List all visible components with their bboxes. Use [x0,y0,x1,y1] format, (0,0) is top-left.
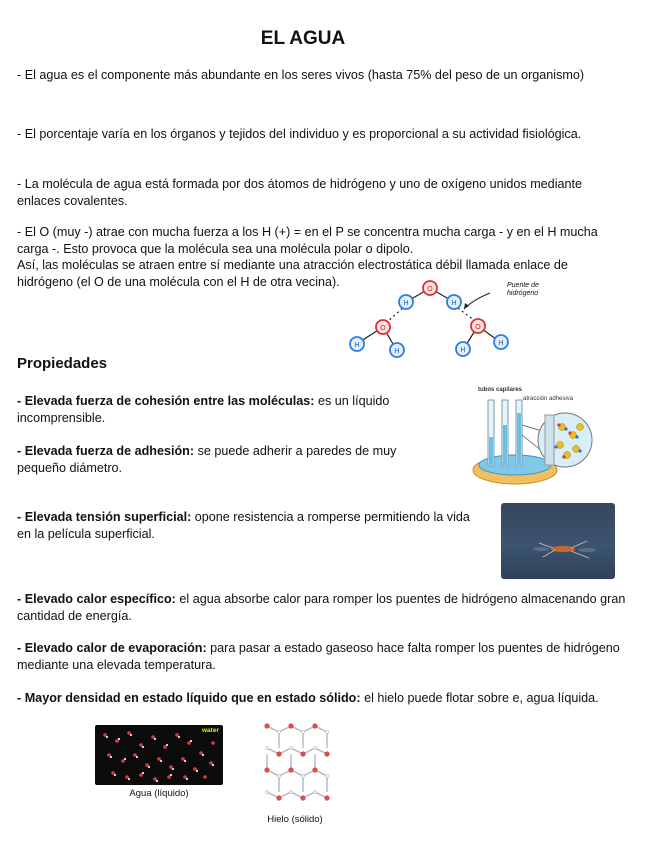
property-title: - Elevada fuerza de cohesión entre las moléculas: [17,394,315,408]
property-text: el agua absorbe calor para romper los puentes de hidrógeno almacenando gran cantidad de energía. [17,592,626,623]
page-title: EL AGUA [260,28,346,49]
property-cohesion [17,393,437,426]
intro-paragraph-2: - El porcentaje varía en los órganos y tejidos del individuo y es proporcional a su actividad fisiológica. [17,127,582,141]
atom-label-h: H [460,347,466,354]
section-title-propiedades: Propiedades [17,355,108,372]
ice-caption: Hielo (sólido) [267,814,323,825]
property-title: - Mayor densidad en estado líquido que en estado sólido: [17,691,361,705]
intro-paragraph-1: - El agua es el componente más abundante en los seres vivos (hasta 75% del peso de un organismo) [17,68,585,82]
capillary-label-tubes: tubos capilares [478,387,523,393]
atom-label-h: H [498,340,504,347]
surface-tension-photo [501,503,615,579]
atom-label-o: O [475,324,481,331]
ice-lattice-illustration [257,718,337,810]
hydrogen-bond-label: Puente de hidrógeno [507,282,539,297]
water-strider-icon [501,503,615,579]
property-title: - Elevada fuerza de adhesión: [17,444,195,458]
water-molecule-icon [399,281,461,309]
property-text: para pasar a estado gaseoso hace falta romper los puentes de hidrógeno mediante una elevada temperatura. [17,641,620,672]
atom-label-o: O [380,325,386,332]
property-text: se puede adherir a paredes de muy pequeño diámetro. [17,444,397,475]
intro-paragraph-4: - El O (muy -) atrae con mucha fuerza a los H (+) = en el P se concentra mucha carga - y en el H mucha carga -. Esto provoca que la molécula sea una molécula polar o dipolo. [17,225,598,256]
property-evaporation [17,640,627,673]
property-density [17,690,627,707]
liquid-water-tag: water [202,727,219,734]
property-tension [17,509,487,542]
property-specific-heat [17,591,627,624]
atom-label-h: H [403,300,409,307]
atom-label-o: O [427,286,433,293]
intro-paragraph-3: - La molécula de agua está formada por dos átomos de hidrógeno y uno de oxígeno unidos mediante enlaces covalentes. [17,177,582,208]
property-text: el hielo puede flotar sobre e, agua líquida. [360,691,599,705]
capillary-label-adhesion: atracción adhesiva [523,396,574,402]
liquid-water-caption: Agua (líquido) [129,788,189,799]
property-title: - Elevado calor de evaporación: [17,641,207,655]
property-title: - Elevada tensión superficial: [17,510,192,524]
water-molecule-icon [350,320,404,357]
intro-paragraph-5: Así, las moléculas se atraen entre sí mediante una atracción electrostática débil llamada enlace de hidrógeno (el O de una molécula con el H de otra vecina). [17,258,568,289]
liquid-water-illustration [95,725,223,785]
atom-label-h: H [354,342,360,349]
property-title: - Elevado calor específico: [17,592,176,606]
property-adhesion [17,443,437,476]
property-text: opone resistencia a romperse permitiendo la vida en la película superficial. [17,510,470,541]
property-text: es un líquido incomprensible. [17,394,390,425]
water-molecule-icon [456,319,508,356]
atom-label-h: H [394,348,400,355]
atom-label-h: H [451,300,457,307]
